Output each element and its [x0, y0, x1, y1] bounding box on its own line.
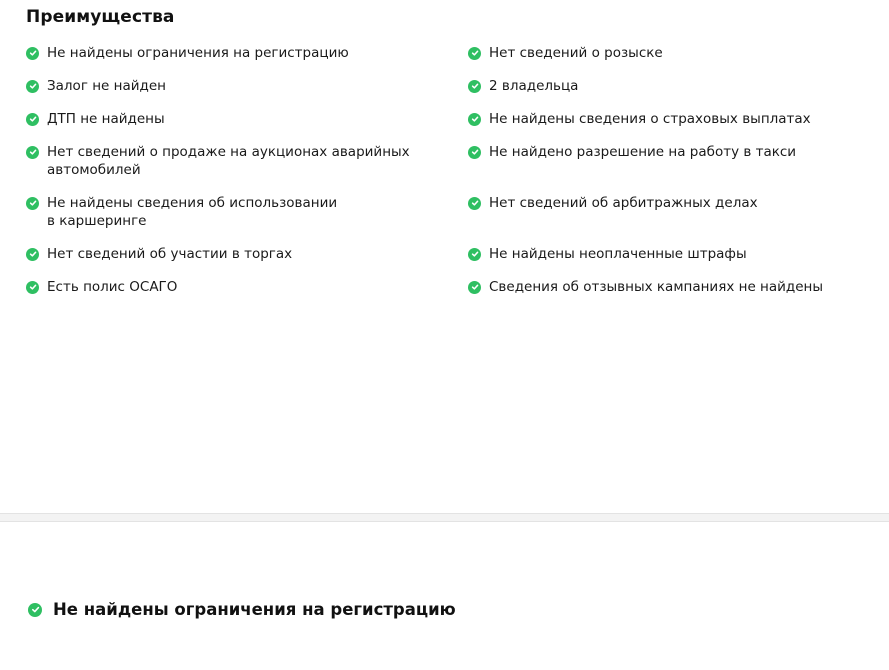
check-circle-icon [468, 80, 481, 93]
check-circle-icon [26, 146, 39, 159]
advantage-item [26, 143, 468, 194]
advantage-item [468, 278, 876, 311]
check-circle-icon [26, 197, 39, 210]
advantage-item-label: Нет сведений о продаже на аукционах аварийных автомобилей [47, 144, 410, 178]
check-circle-icon [468, 281, 481, 294]
check-circle-icon [26, 113, 39, 126]
advantage-item-label: Нет сведений об арбитражных делах [489, 195, 758, 211]
advantage-item-label: Не найдены ограничения на регистрацию [47, 45, 349, 61]
advantage-item-label: 2 владельца [489, 78, 579, 94]
advantage-item [468, 110, 876, 143]
check-circle-icon [26, 80, 39, 93]
advantage-item-label: Залог не найден [47, 78, 166, 94]
advantage-item [26, 194, 468, 245]
check-circle-icon [26, 47, 39, 60]
check-circle-icon [26, 248, 39, 261]
section-divider [0, 513, 889, 522]
advantage-item [468, 44, 876, 77]
check-circle-icon [468, 113, 481, 126]
advantage-item-label: Не найдены сведения о страховых выплатах [489, 111, 811, 127]
advantage-item [26, 44, 468, 77]
detail-title: Не найдены ограничения на регистрацию [53, 600, 456, 619]
advantage-item [468, 245, 876, 278]
advantage-item [468, 77, 876, 110]
detail-header [28, 600, 456, 619]
advantage-item [468, 143, 876, 194]
advantage-item-label: Не найдено разрешение на работу в такси [489, 144, 797, 160]
advantage-item-label: ДТП не найдены [47, 111, 165, 127]
check-circle-icon [468, 197, 481, 210]
check-circle-icon [26, 281, 39, 294]
advantage-item-label: Нет сведений о розыске [489, 45, 663, 61]
advantage-item [26, 245, 468, 278]
advantage-item-label: Не найдены сведения об использовании в каршеринге [47, 195, 338, 229]
check-circle-icon [28, 603, 42, 617]
check-circle-icon [468, 248, 481, 261]
advantages-column-left [26, 44, 468, 311]
advantage-item [26, 278, 468, 311]
advantages-title: Преимущества [26, 7, 175, 27]
advantage-item-label: Сведения об отзывных кампаниях не найдены [489, 279, 824, 295]
advantage-item-label: Есть полис ОСАГО [47, 279, 178, 295]
advantage-item-label: Не найдены неоплаченные штрафы [489, 246, 747, 262]
check-circle-icon [468, 47, 481, 60]
advantages-list [26, 44, 876, 311]
advantage-item [26, 110, 468, 143]
advantage-item-label: Нет сведений об участии в торгах [47, 246, 293, 262]
advantage-item [468, 194, 876, 245]
advantage-item [26, 77, 468, 110]
advantages-column-right [468, 44, 876, 311]
check-circle-icon [468, 146, 481, 159]
